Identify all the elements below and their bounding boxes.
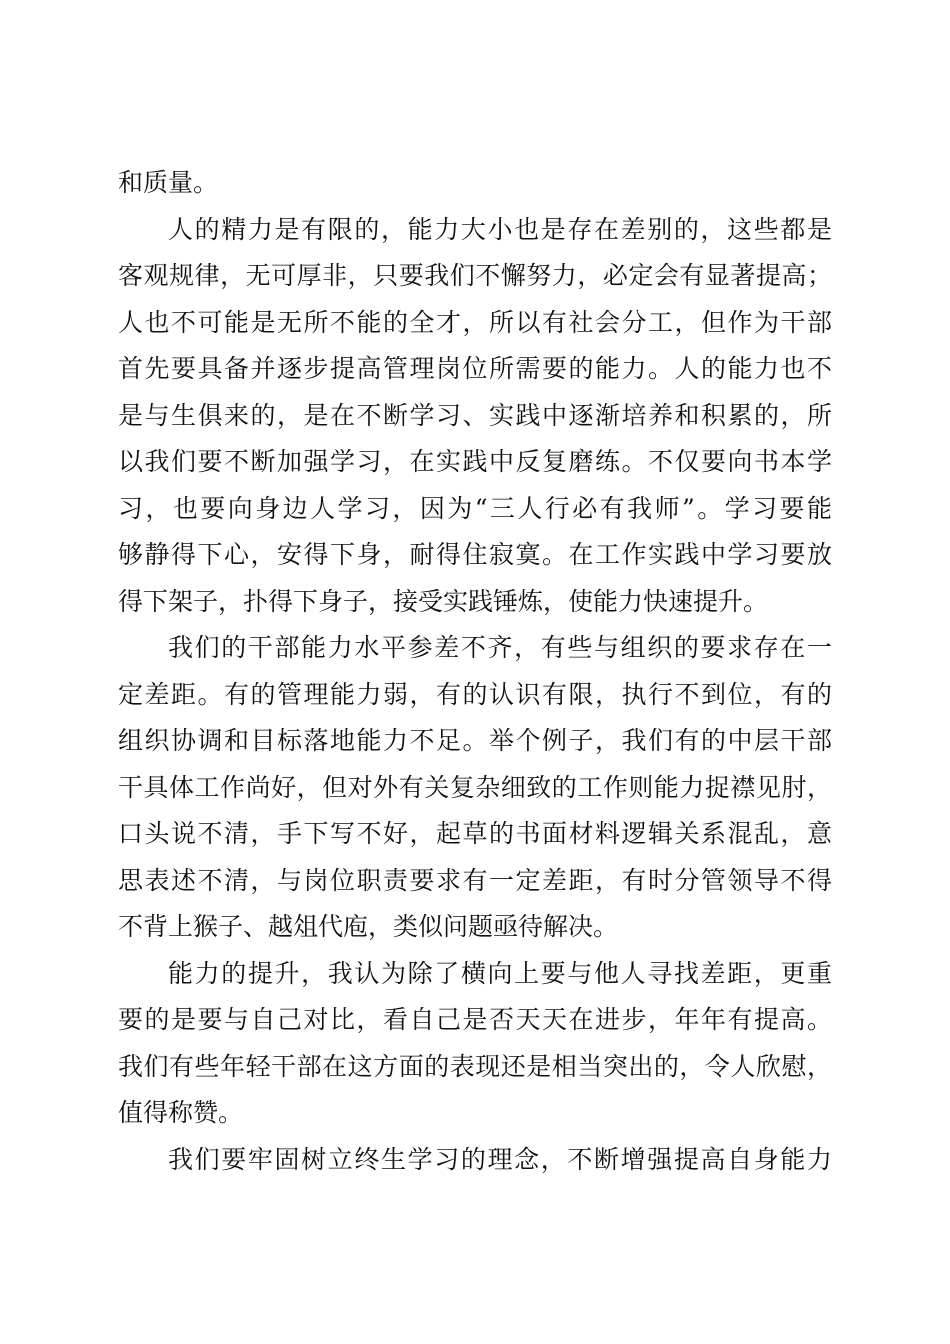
text-line: 思表述不清，与岗位职责要求有一定差距，有时分管领导不得 (118, 865, 832, 895)
text-line: 能力的提升，我认为除了横向上要与他人寻找差距，更重 (168, 958, 832, 988)
text-line: 不背上猴子、越俎代庖，类似问题亟待解决。 (118, 912, 619, 941)
text-line: 首先要具备并逐步提高管理岗位所需要的能力。人的能力也不 (118, 354, 832, 383)
text-line: 要的是要与自己对比，看自己是否天天在进步，年年有提高。 (118, 1005, 832, 1034)
text-line: 习，也要向身边人学习，因为“三人行必有我师”。学习要能 (118, 493, 832, 523)
text-line: 够静得下心，安得下身，耐得住寂寞。在工作实践中学习要放 (118, 540, 832, 569)
text-line: 得下架子，扑得下身子，接受实践锤炼，使能力快速提升。 (118, 586, 769, 616)
text-line: 干具体工作尚好，但对外有关复杂细致的工作则能力捉襟见肘， (118, 772, 832, 802)
text-line: 口头说不清，手下写不好，起草的书面材料逻辑关系混乱，意 (118, 819, 832, 848)
text-line: 客观规律，无可厚非，只要我们不懈努力，必定会有显著提高； (118, 261, 832, 290)
text-line: 人的精力是有限的，能力大小也是存在差别的，这些都是 (168, 214, 832, 244)
text-line: 组织协调和目标落地能力不足。举个例子，我们有的中层干部 (118, 726, 832, 755)
text-line: 值得称赞。 (118, 1098, 244, 1127)
text-line: 我们有些年轻干部在这方面的表现还是相当突出的，令人欣慰， (118, 1051, 832, 1081)
text-line: 我们要牢固树立终生学习的理念，不断增强提高自身能力 (168, 1144, 832, 1174)
text-line: 以我们要不断加强学习，在实践中反复磨练。不仅要向书本学 (118, 447, 832, 476)
text-line: 是与生俱来的，是在不断学习、实践中逐渐培养和积累的，所 (118, 400, 832, 430)
text-line: 人也不可能是无所不能的全才，所以有社会分工，但作为干部 (118, 307, 832, 337)
text-line: 定差距。有的管理能力弱，有的认识有限，执行不到位，有的 (118, 679, 832, 709)
text-line: 我们的干部能力水平参差不齐，有些与组织的要求存在一 (168, 633, 832, 662)
body-text (118, 160, 832, 1183)
text-line: 和质量。 (118, 168, 219, 197)
